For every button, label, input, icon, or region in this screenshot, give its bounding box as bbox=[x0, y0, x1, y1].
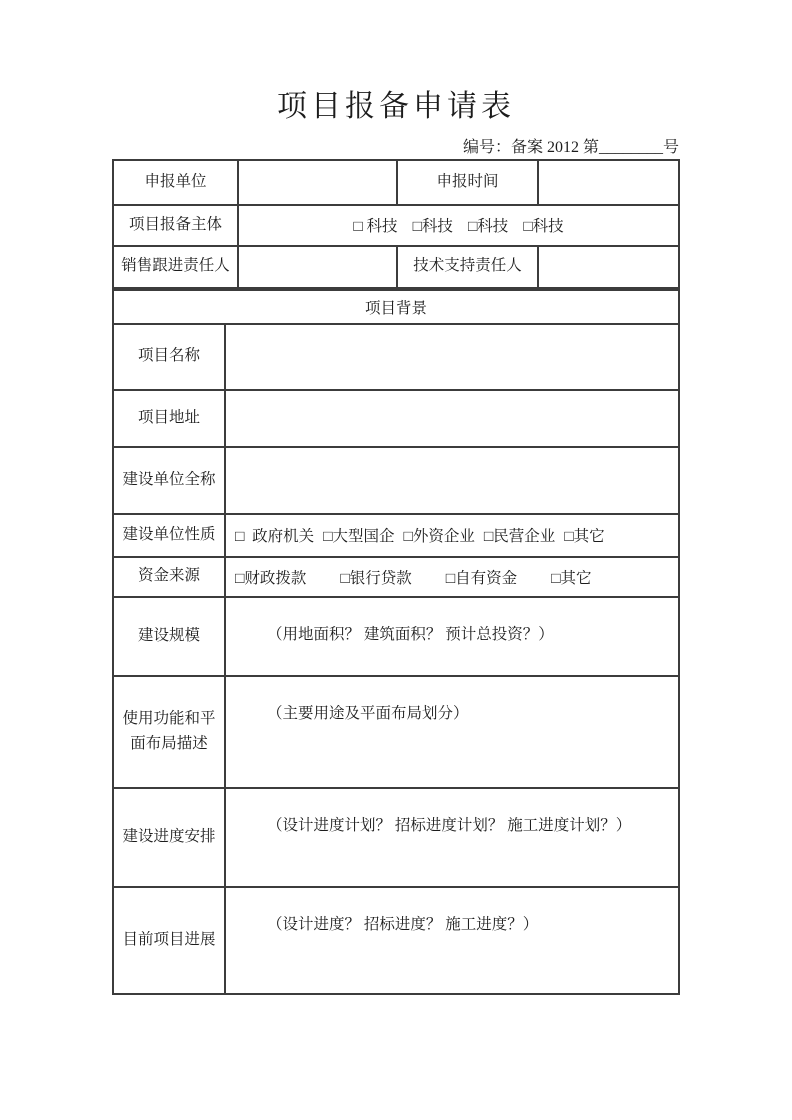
report-subject-label: 项目报备主体 bbox=[113, 205, 238, 246]
form-title: 项目报备申请表 bbox=[277, 90, 515, 123]
project-address-field[interactable] bbox=[225, 390, 679, 447]
declare-time-field[interactable] bbox=[538, 160, 679, 205]
form-row bbox=[113, 597, 679, 676]
build-scale-label: 建设规模 bbox=[113, 597, 225, 676]
checkbox-option[interactable]: □ 科技 bbox=[353, 218, 398, 235]
checkbox-option[interactable]: □自有资金 bbox=[445, 569, 518, 587]
build-scale-field[interactable] bbox=[225, 597, 679, 676]
form-row bbox=[113, 160, 679, 205]
tech-lead-field[interactable] bbox=[538, 246, 679, 288]
header-table bbox=[112, 159, 680, 289]
build-unit-nature-label: 建设单位性质 bbox=[113, 514, 225, 557]
function-layout-label: 使用功能和平面布局描述 bbox=[113, 676, 225, 788]
section-title-project-background: 项目背景 bbox=[113, 290, 679, 324]
checkbox-option[interactable]: □财政拨款 bbox=[234, 569, 307, 587]
form-row bbox=[113, 246, 679, 288]
form-row bbox=[113, 324, 679, 390]
checkbox-option[interactable]: □银行贷款 bbox=[340, 569, 412, 587]
section-header-row bbox=[113, 290, 679, 324]
checkbox-option[interactable]: □ 政府机关 bbox=[234, 528, 315, 545]
funding-source-label: 资金来源 bbox=[113, 557, 225, 597]
sales-lead-label: 销售跟进责任人 bbox=[113, 246, 238, 288]
build-unit-name-label: 建设单位全称 bbox=[113, 447, 225, 514]
field-hint-text: （设计进度？ 招标进度？ 施工进度？） bbox=[266, 915, 539, 933]
form-row bbox=[113, 887, 679, 994]
field-hint-text: （设计进度计划？ 招标进度计划？ 施工进度计划？） bbox=[266, 816, 632, 834]
form-row bbox=[113, 676, 679, 788]
checkbox-option[interactable]: □其它 bbox=[551, 569, 592, 587]
declare-time-label: 申报时间 bbox=[397, 160, 538, 205]
checkbox-option[interactable]: □大型国企 bbox=[323, 528, 395, 545]
form-row bbox=[113, 788, 679, 887]
checkbox-option[interactable]: □外资企业 bbox=[403, 528, 475, 545]
build-unit-nature-options-cell bbox=[225, 514, 679, 557]
form-row bbox=[113, 447, 679, 514]
function-layout-field[interactable] bbox=[225, 676, 679, 788]
project-name-label: 项目名称 bbox=[113, 324, 225, 390]
serial-number: 编号：备案 2012 第________号 bbox=[462, 138, 679, 156]
schedule-plan-label: 建设进度安排 bbox=[113, 788, 225, 887]
report-subject-options-cell bbox=[238, 205, 679, 246]
form-row bbox=[113, 514, 679, 557]
form-row bbox=[113, 557, 679, 597]
form-row bbox=[113, 205, 679, 246]
declare-unit-label: 申报单位 bbox=[113, 160, 238, 205]
project-address-label: 项目地址 bbox=[113, 390, 225, 447]
checkbox-option[interactable]: □科技 bbox=[523, 218, 564, 235]
sales-lead-field[interactable] bbox=[238, 246, 397, 288]
funding-source-options-cell bbox=[225, 557, 679, 597]
field-hint-text: （主要用途及平面布局划分） bbox=[266, 704, 469, 722]
declare-unit-field[interactable] bbox=[238, 160, 397, 205]
field-hint-text: （用地面积？ 建筑面积？ 预计总投资？） bbox=[266, 625, 554, 643]
build-unit-name-field[interactable] bbox=[225, 447, 679, 514]
checkbox-option[interactable]: □民营企业 bbox=[483, 528, 556, 545]
checkbox-option[interactable]: □其它 bbox=[564, 528, 605, 545]
schedule-plan-field[interactable] bbox=[225, 788, 679, 887]
current-progress-field[interactable] bbox=[225, 887, 679, 994]
background-table bbox=[112, 289, 680, 995]
current-progress-label: 目前项目进展 bbox=[113, 887, 225, 994]
checkbox-option[interactable]: □科技 bbox=[412, 218, 453, 235]
tech-lead-label: 技术支持责任人 bbox=[397, 246, 538, 288]
project-name-field[interactable] bbox=[225, 324, 679, 390]
form-row bbox=[113, 390, 679, 447]
checkbox-option[interactable]: □科技 bbox=[467, 218, 509, 235]
